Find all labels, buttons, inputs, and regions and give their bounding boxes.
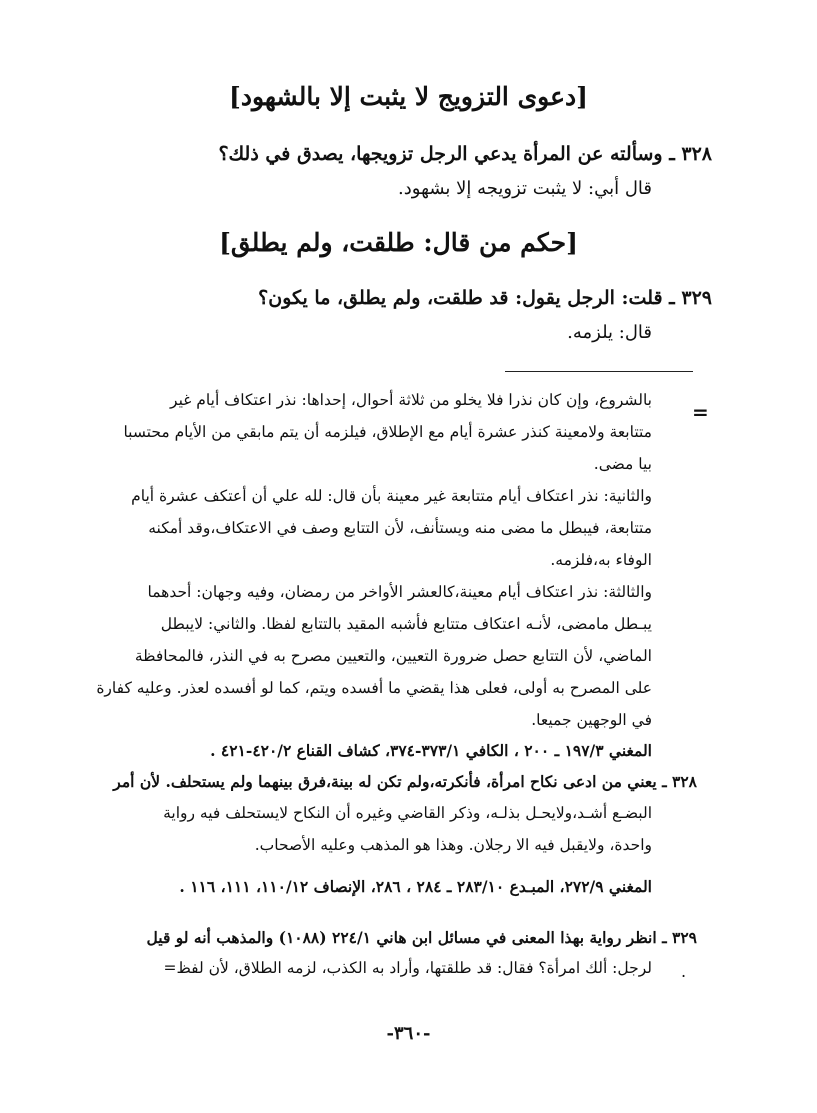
footnote-line: على المصرح به أولى، فعلى هذا يقضي ما أفسده ويتم، كما لو أفسده لعذر. وعليه كفارة [96, 679, 652, 697]
footnote-329: ٣٢٩ ـ انظر رواية بهذا المعنى في مسائل ابن هاني ٢٢٤/١ (١٠٨٨) والمذهب أنه لو قيل [146, 928, 697, 947]
footnote-line: متتابعة ولامعينة كنذر عشرة أيام مع الإطلاق، فيلزمه أن يتم مابقي من الأيام محتسبا [123, 423, 652, 441]
continuation-mark: = [692, 400, 709, 424]
footnote-line: الوفاء به،فلزمه. [550, 551, 652, 569]
footnote-line: والثانية: نذر اعتكاف أيام متتابعة غير معينة بأن قال: لله علي أن أعتكف عشرة أيام [131, 487, 652, 505]
footnote-separator [505, 371, 693, 372]
footnote-reference: المغني ٢٧٢/٩، المبـدع ٢٨٣/١٠ ـ ٢٨٤ ، ٢٨٦، الإنصاف ١١٠/١٢، ١١١، ١١٦ . [179, 877, 652, 896]
footnote-line: الماضي، لأن التتابع حصل ضرورة التعيين، والتعيين مصرح به في النذر، فالمحافظة [134, 647, 652, 665]
section-heading-divorce: [حكم من قال: طلقت، ولم يطلق] [219, 228, 578, 257]
question-329: ٣٢٩ ـ قلت: الرجل يقول: قد طلقت، ولم يطلق، ما يكون؟ [258, 287, 712, 309]
answer-329: قال: يلزمه. [567, 322, 652, 343]
question-328: ٣٢٨ ـ وسألته عن المرأة يدعي الرجل تزويجها، يصدق في ذلك؟ [218, 143, 712, 165]
footnote-line: لرجل: ألك امرأة؟ فقال: قد طلقتها، وأراد به الكذب، لزمه الطلاق، لأن لفظ= [163, 959, 652, 977]
section-heading-testimony: [دعوى التزويج لا يثبت إلا بالشهود] [229, 82, 588, 111]
footnote-line: بيا مضى. [593, 455, 652, 473]
answer-328: قال أبي: لا يثبت تزويجه إلا بشهود. [398, 178, 652, 199]
footnote-reference: المغني ١٩٧/٣ ـ ٢٠٠ ، الكافي ٣٧٣/١-٣٧٤، كشاف القناع ٤٢٠/٢-٤٢١ . [210, 741, 652, 760]
footnote-line: متتابعة، فيبطل ما مضى منه ويستأنف، لأن التتابع وصف في الاعتكاف،وقد أمكنه [148, 519, 652, 537]
footnote-328: ٣٢٨ ـ يعني من ادعى نكاح امرأة، فأنكرته،ولم تكن له بينة،فرق بينهما ولم يستحلف. لأن أمر [113, 772, 697, 791]
footnote-line: بالشروع، وإن كان نذرا فلا يخلو من ثلاثة أحوال، إحداها: نذر اعتكاف أيام غير [170, 391, 652, 409]
footnote-line: البضـع أشـد،ولايحـل بذلـه، وذكر القاضي وغيره أن النكاح لايستحلف فيه رواية [163, 804, 652, 822]
page-number: -٣٦٠- [386, 1023, 431, 1044]
footnote-line: يبـطل مامضى، لأنـه اعتكاف متتابع فأشبه المقيد بالتتابع لفظا. والثاني: لايبطل [160, 615, 652, 633]
margin-dot: . [681, 962, 687, 981]
footnote-line: في الوجهين جميعا. [531, 711, 652, 729]
footnote-line: واحدة، ولايقبل فيه الا رجلان. وهذا هو المذهب وعليه الأصحاب. [254, 836, 652, 854]
footnote-line: والثالثة: نذر اعتكاف أيام معينة،كالعشر الأواخر من رمضان، وفيه وجهان: أحدهما [147, 583, 652, 601]
